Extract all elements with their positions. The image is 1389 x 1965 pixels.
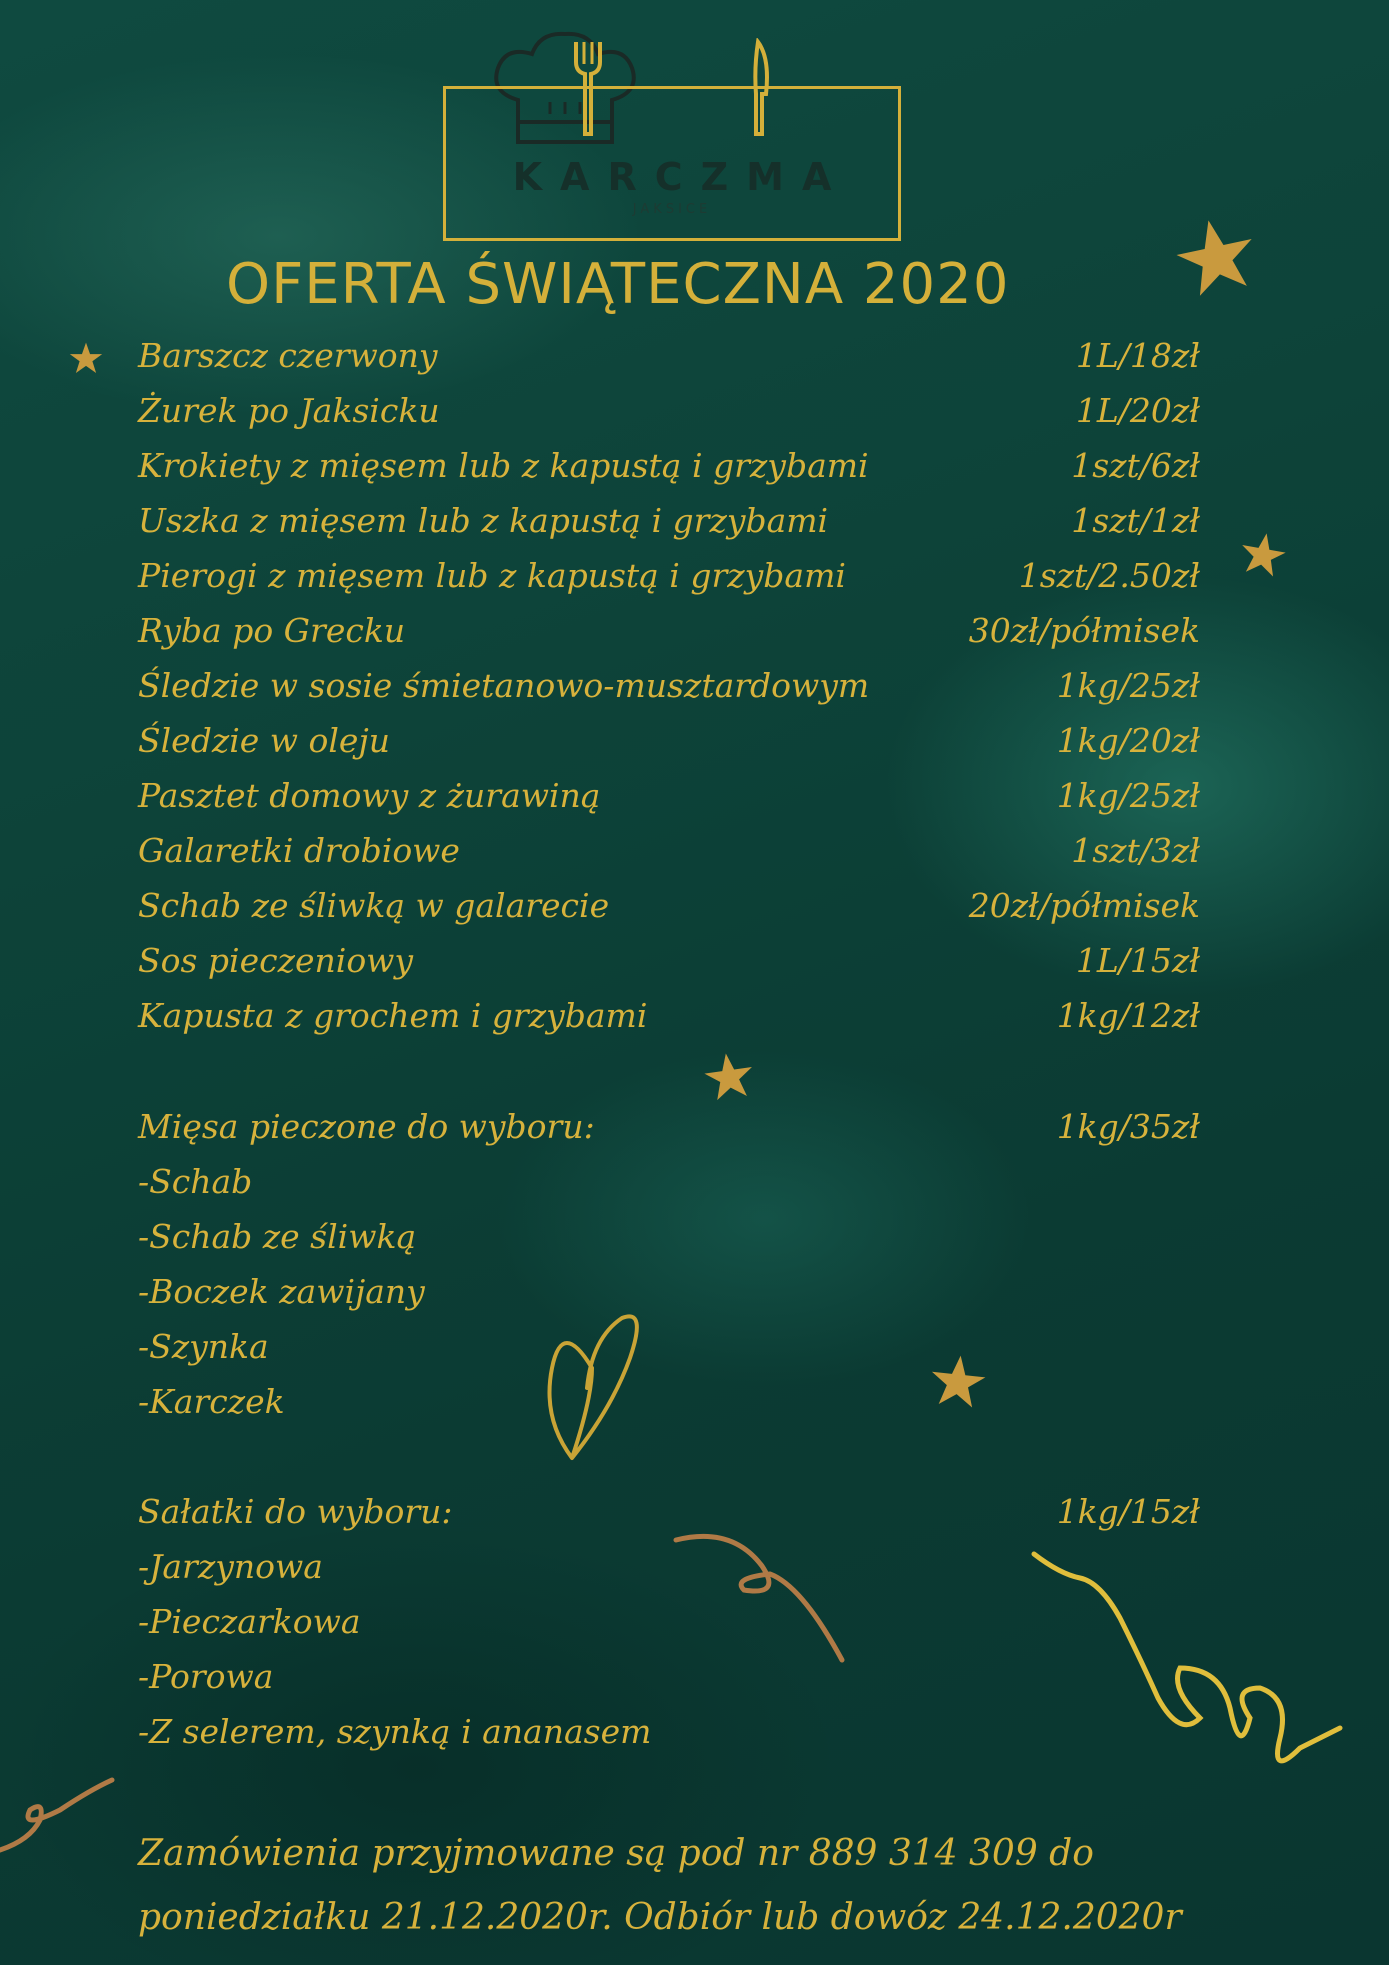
star-icon [1237, 528, 1290, 579]
order-info-line-2: poniedziałku 21.12.2020r. Odbiór lub dowóz 24.12.2020r [138, 1897, 1182, 1938]
salad-option: -Jarzynowa [138, 1547, 323, 1586]
menu-item [138, 941, 1200, 991]
menu-item-name: Schab ze śliwką w galarecie [138, 886, 610, 925]
salad-option: -Pieczarkowa [138, 1602, 361, 1641]
restaurant-logo [440, 30, 910, 250]
menu-item [138, 446, 1200, 496]
menu-item [138, 391, 1200, 441]
menu-item-price: 1L/20zł [1075, 391, 1200, 430]
star-icon [1169, 211, 1263, 302]
menu-item-name: Sos pieczeniowy [138, 941, 414, 980]
menu-item [138, 721, 1200, 771]
meat-option: -Schab ze śliwką [138, 1217, 417, 1256]
menu-item [138, 666, 1200, 716]
menu-item-name: Żurek po Jaksicku [138, 391, 440, 430]
meat-option: -Karczek [138, 1382, 285, 1421]
menu-item-price: 1szt/6zł [1071, 446, 1200, 485]
menu-item-name: Krokiety z mięsem lub z kapustą i grzybami [138, 446, 869, 485]
menu-item [138, 611, 1200, 661]
salad-option: -Porowa [138, 1657, 274, 1696]
menu-item-price: 1szt/2.50zł [1018, 556, 1200, 595]
menu-item-name: Kapusta z grochem i grzybami [138, 996, 648, 1035]
logo-subtitle: JAKSICE [632, 202, 712, 217]
menu-item [138, 776, 1200, 826]
menu-item-price: 20zł/półmisek [968, 886, 1200, 925]
menu-item [138, 886, 1200, 936]
menu-item [138, 336, 1200, 386]
salad-option: -Z selerem, szynką i ananasem [138, 1712, 652, 1751]
salads-title: Sałatki do wyboru: [138, 1492, 453, 1531]
meat-option: -Schab [138, 1162, 253, 1201]
menu-item-price: 1szt/3zł [1071, 831, 1200, 870]
heart-swirl-decoration [532, 1298, 662, 1478]
menu-item-name: Pierogi z mięsem lub z kapustą i grzybami [138, 556, 846, 595]
meats-title: Mięsa pieczone do wyboru: [138, 1107, 595, 1146]
meats-header [138, 1107, 1200, 1157]
menu-item-name: Ryba po Grecku [138, 611, 406, 650]
menu-item-name: Śledzie w sosie śmietanowo-musztardowym [138, 666, 870, 705]
menu-item-name: Uszka z mięsem lub z kapustą i grzybami [138, 501, 829, 540]
menu-item [138, 996, 1200, 1046]
star-icon [927, 1351, 988, 1411]
menu-item [138, 556, 1200, 606]
star-icon [69, 342, 103, 374]
menu-item [138, 831, 1200, 881]
menu-item-price: 1kg/25zł [1056, 666, 1200, 705]
corner-swirl-decoration [0, 1770, 120, 1860]
menu-item-price: 1kg/12zł [1056, 996, 1200, 1035]
menu-item-price: 1kg/25zł [1056, 776, 1200, 815]
menu-item-price: 1szt/1zł [1071, 501, 1200, 540]
meat-option: -Szynka [138, 1327, 269, 1366]
menu-item-price: 1L/15zł [1075, 941, 1200, 980]
meat-option: -Boczek zawijany [138, 1272, 425, 1311]
menu-item-price: 1L/18zł [1075, 336, 1200, 375]
menu-item-price: 1kg/20zł [1056, 721, 1200, 760]
salads-price: 1kg/15zł [1056, 1492, 1200, 1531]
logo-title: KARCZMA [512, 155, 850, 199]
menu-item-price: 30zł/półmisek [968, 611, 1200, 650]
salads-header [138, 1492, 1200, 1542]
order-info [138, 1822, 1358, 1950]
scribble-decoration [1030, 1548, 1350, 1778]
menu-item-name: Pasztet domowy z żurawiną [138, 776, 601, 815]
menu-item-name: Barszcz czerwony [138, 336, 438, 375]
page-title: OFERTA ŚWIĄTECZNA 2020 [226, 252, 1010, 317]
menu-item-name: Galaretki drobiowe [138, 831, 460, 870]
menu-item-name: Śledzie w oleju [138, 721, 390, 760]
menu-item [138, 501, 1200, 551]
star-icon [701, 1049, 757, 1103]
meats-price: 1kg/35zł [1056, 1107, 1200, 1146]
swirl-decoration [672, 1526, 852, 1686]
order-info-line-1: Zamówienia przyjmowane są pod nr 889 314 309 do [138, 1833, 1094, 1874]
